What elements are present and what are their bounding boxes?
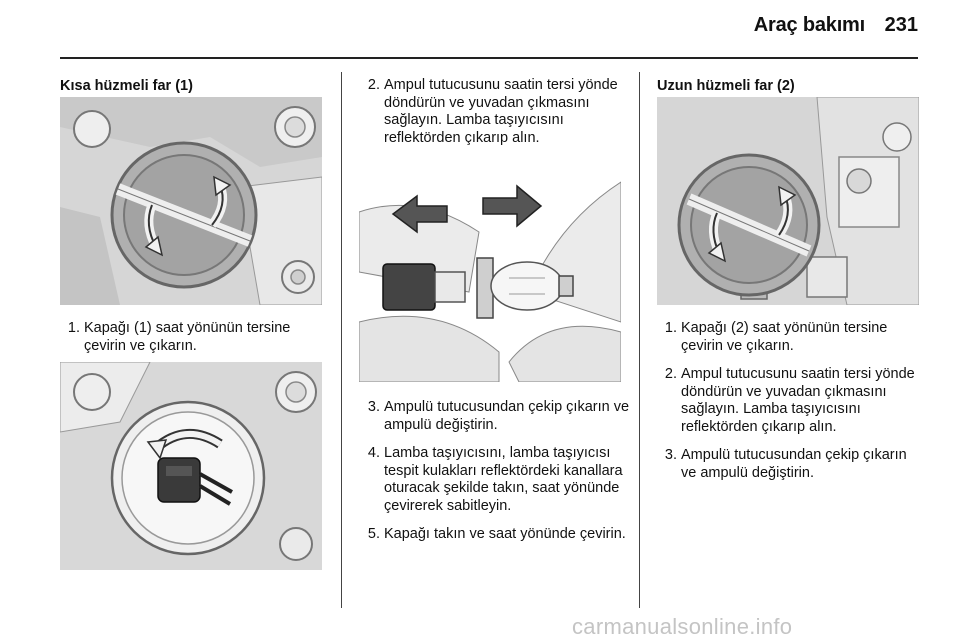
- step-text: Ampul tutucusunu saatin tersi yönde döndürün ve yuvadan çıkmasını sağlayın. Lamba taşıyıcısını reflektörden çıkarıp alın.: [384, 77, 618, 146]
- step-number: 2.: [664, 366, 677, 382]
- step-text: Ampulü tutucusundan çekip çıkarın ve ampulü değiştirin.: [681, 447, 907, 481]
- step-number: 5.: [367, 526, 380, 542]
- figure-high-beam-cover: [657, 97, 919, 305]
- step-number: 1.: [67, 320, 80, 336]
- list-item: [657, 366, 925, 436]
- step-text: Lamba taşıyıcısını, lamba taşıyıcısı tespit kulakları reflektördeki kanallara oturacak şekilde takın, saat yönünde çevirerek sabitleyin.: [384, 445, 623, 514]
- list-item: [657, 447, 925, 482]
- col2-steps-bottom: [360, 399, 632, 555]
- col1-steps: [60, 320, 332, 366]
- col3-heading-wrap: [657, 77, 919, 95]
- column-divider-right: [639, 72, 640, 608]
- step-number: 3.: [664, 447, 677, 463]
- step-number: 2.: [367, 77, 380, 93]
- step-number: 1.: [664, 320, 677, 336]
- col1-heading: Kısa hüzmeli far (1): [60, 78, 193, 94]
- step-text: Kapağı takın ve saat yönünde çevirin.: [384, 526, 626, 542]
- step-text: Ampul tutucusunu saatin tersi yönde döndürün ve yuvadan çıkmasını sağlayın. Lamba taşıyıcısını reflektörden çıkarıp alın.: [681, 366, 915, 435]
- figure-bulb-removal: [359, 172, 621, 382]
- column-divider-left: [341, 72, 342, 608]
- step-text: Kapağı (2) saat yönünün tersine çevirin ve çıkarın.: [681, 320, 888, 354]
- col1-heading-wrap: [60, 77, 330, 95]
- page-number: 231: [884, 14, 918, 36]
- col3-steps: [657, 320, 925, 493]
- list-item: [60, 320, 332, 355]
- figure-low-beam-cover: [60, 97, 322, 305]
- list-item: [657, 320, 925, 355]
- list-item: [360, 77, 632, 147]
- figure-low-beam-holder: [60, 362, 322, 570]
- col3-heading: Uzun hüzmeli far (2): [657, 78, 795, 94]
- col2-steps-top: [360, 77, 632, 158]
- watermark: carmanualsonline.info: [572, 614, 793, 639]
- header-rule: [60, 57, 918, 59]
- step-text: Kapağı (1) saat yönünün tersine çevirin ve çıkarın.: [84, 320, 291, 354]
- list-item: [360, 526, 632, 544]
- page-header-title: Araç bakımı: [753, 14, 865, 36]
- step-number: 3.: [367, 399, 380, 415]
- list-item: [360, 445, 632, 515]
- list-item: [360, 399, 632, 434]
- step-text: Ampulü tutucusundan çekip çıkarın ve ampulü değiştirin.: [384, 399, 630, 433]
- step-number: 4.: [367, 445, 380, 461]
